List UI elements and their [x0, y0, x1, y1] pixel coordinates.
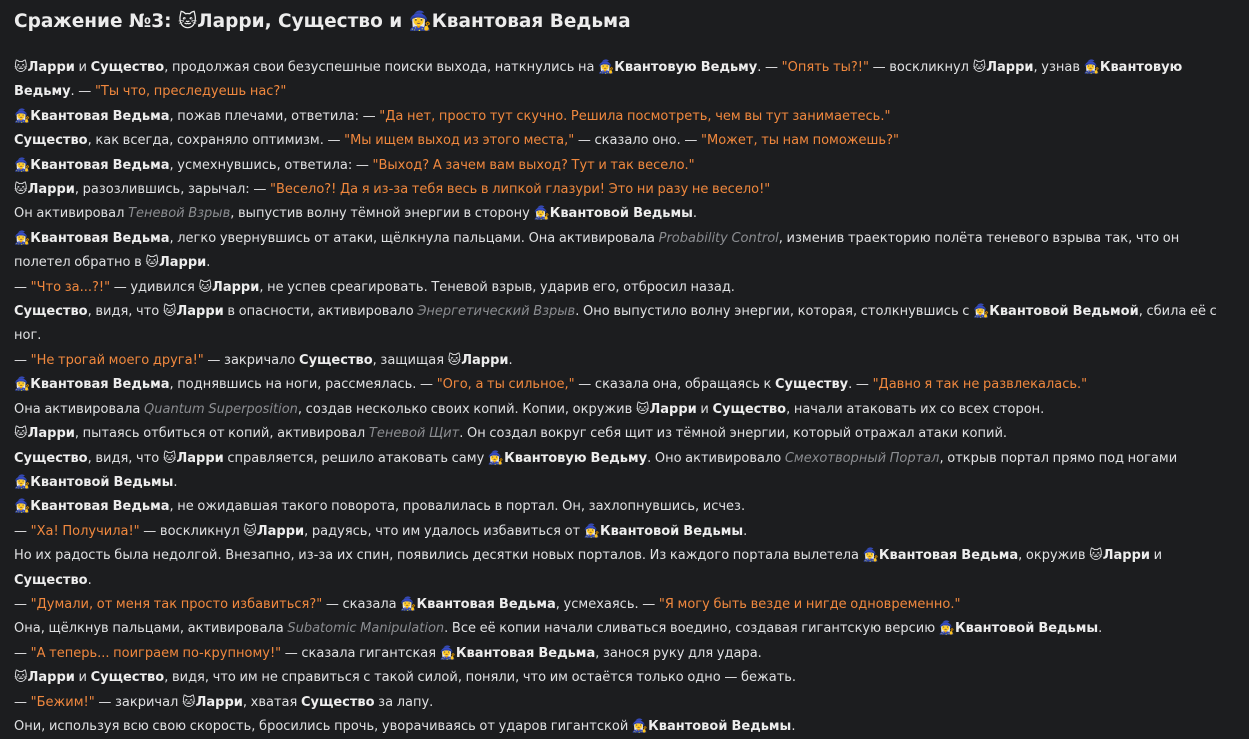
cat-icon: 🐱 [972, 60, 987, 75]
text-segment: , узнав [1033, 60, 1084, 75]
character-name: Ларри [461, 352, 509, 368]
text-segment: , поднявшись на ноги, рассмеялась. — [169, 377, 437, 393]
cat-icon: 🐱 [243, 523, 257, 539]
story-paragraph [14, 544, 1235, 593]
character-name: Квантовая Ведьма [30, 230, 170, 246]
text-segment: за лапу. [374, 694, 434, 710]
cat-icon: 🐱 [14, 426, 28, 442]
witch-icon: 🧙‍♀️ [973, 304, 990, 320]
story-body [14, 56, 1235, 739]
text-segment: . [692, 206, 698, 222]
text-segment: , радуясь, что им удалось избавиться от [304, 523, 584, 539]
story-paragraph [14, 642, 1235, 666]
character-name: Существо [299, 352, 373, 368]
character-name: Ларри [986, 60, 1034, 75]
text-segment: — [14, 523, 31, 539]
story-paragraph [14, 178, 1235, 202]
cat-icon: 🐱 [1089, 548, 1103, 564]
character-name: Ларри [27, 670, 75, 686]
cat-icon: 🐱 [447, 352, 462, 368]
dialogue-quote: "Ого, а ты сильное," [436, 377, 575, 393]
character-name: Квантовая Ведьма [878, 548, 1019, 564]
text-segment: — [14, 694, 31, 710]
text-segment: — сказало оно. — [574, 133, 702, 149]
witch-icon: 🧙‍♀️ [631, 718, 649, 734]
character-name: Квантовой Ведьмы [549, 206, 693, 222]
witch-icon: 🧙‍♀️ [14, 230, 31, 246]
text-segment: , пытаясь отбиться от копий, активировал [74, 426, 369, 442]
witch-icon: 🧙‍♀️ [1083, 60, 1100, 75]
story-paragraph [14, 617, 1235, 641]
character-name: Существо [14, 133, 88, 149]
dialogue-quote: "Выход? А зачем вам выход? Тут и так весело." [372, 157, 695, 173]
character-name: Ларри [176, 304, 224, 320]
witch-icon: 🧙‍♀️ [400, 596, 417, 612]
dialogue-quote: "Ты что, преследуешь нас?" [94, 84, 287, 100]
text-segment: , не успев среагировать. Теневой взрыв, ударив его, отбросил назад. [259, 279, 735, 295]
character-name: Ларри [1102, 548, 1150, 564]
story-paragraph [14, 593, 1235, 617]
ability-name: Probability Control [658, 230, 779, 246]
page-title [14, 8, 1235, 36]
text-segment: , сбила её с ног. [14, 304, 1217, 344]
dialogue-quote: "Ха! Получила!" [30, 523, 140, 539]
text-segment: . — [70, 84, 95, 100]
character-name: Квантовой Ведьмой [989, 304, 1139, 320]
witch-icon: 🧙‍♀️ [533, 206, 550, 222]
text-segment: , усмехаясь. — [555, 596, 659, 612]
text-segment: Он активировал [14, 206, 129, 222]
cat-icon: 🐱 [635, 401, 650, 417]
character-name: Квантовая Ведьма [416, 596, 556, 612]
character-name: Существо [14, 304, 88, 320]
character-name: Ларри [176, 450, 224, 466]
ability-name: Quantum Superposition [144, 401, 298, 417]
cat-icon: 🐱 [162, 304, 177, 320]
story-paragraph [14, 129, 1235, 153]
text-segment: — сказала [322, 596, 401, 612]
ability-name: Смехотворный Портал [784, 450, 940, 466]
text-segment: , занося руку для удара. [595, 645, 762, 661]
character-name: Существу [775, 377, 849, 393]
character-name: Квантовую Ведьму [614, 60, 758, 75]
ability-name: Subatomic Manipulation [287, 621, 445, 637]
text-segment: Она активировала [14, 401, 145, 417]
cat-icon: 🐱 [182, 694, 196, 710]
text-segment: . [1098, 621, 1103, 637]
character-name: Ларри [212, 279, 260, 295]
text-segment: . Оно активировало [647, 450, 785, 466]
character-name: Ларри [256, 523, 305, 539]
dialogue-quote: "Да нет, просто тут скучно. Решила посмотреть, чем вы тут занимаетесь." [379, 108, 891, 124]
ability-name: Теневой Щит [368, 426, 460, 442]
text-segment: . Все её копии начали сливаться воедино, создавая гигантскую версию [444, 621, 939, 637]
cat-icon: 🐱 [14, 60, 28, 75]
text-segment: , усмехнувшись, ответила: — [169, 157, 373, 173]
character-name: Существо [90, 60, 165, 75]
text-segment: и [74, 670, 91, 686]
text-segment: Существо и [278, 11, 409, 32]
story-paragraph [14, 276, 1235, 300]
cat-icon: 🐱 [162, 450, 177, 466]
text-segment: . — [757, 60, 782, 75]
character-name: Квантовой Ведьмы [30, 474, 174, 490]
text-segment: , пожав плечами, ответила: — [169, 108, 380, 124]
text-segment: , выпустив волну тёмной энергии в сторону [230, 206, 534, 222]
character-name: Ларри [195, 694, 243, 710]
story-paragraph [14, 666, 1235, 690]
dialogue-quote: "Думали, от меня так просто избавиться?" [30, 596, 323, 612]
cat-icon: 🐱 [14, 182, 28, 198]
character-name: Квантовой Ведьмы [954, 621, 1099, 637]
text-segment: . [206, 255, 211, 271]
character-name: Ларри [27, 60, 75, 75]
text-segment: — закричал [94, 694, 182, 710]
text-segment: , продолжая свои безуспешные поиски выхода, наткнулись на [164, 60, 599, 75]
witch-icon: 🧙‍♀️ [14, 499, 31, 515]
story-paragraph [14, 398, 1235, 422]
text-segment: , легко увернувшись от атаки, щёлкнула пальцами. Она активировала [169, 230, 659, 246]
dialogue-quote: "Давно я так не развлекалась." [872, 377, 1088, 393]
text-segment: и [1149, 548, 1163, 564]
witch-icon: 🧙‍♀️ [408, 11, 432, 32]
story-paragraph [14, 495, 1235, 519]
story-paragraph [14, 422, 1235, 446]
text-segment: , изменив траекторию полёта теневого взрыва так, что он полетел обратно в [14, 230, 1180, 271]
text-segment: , не ожидавшая такого поворота, провалилась в портал. Он, захлопнувшись, исчез. [169, 499, 746, 515]
character-name: Существо [712, 401, 787, 417]
dialogue-quote: "Бежим!" [30, 694, 95, 710]
character-name: Квантовую Ведьму [14, 60, 1183, 100]
cat-icon: 🐱 [145, 255, 159, 271]
dialogue-quote: "Мы ищем выход из этого места," [344, 133, 575, 149]
dialogue-quote: "А теперь... поиграем по-крупному!" [30, 645, 282, 661]
text-segment: . [173, 474, 178, 490]
text-segment: — закричало [203, 352, 300, 368]
text-segment: , как всегда, сохраняло оптимизм. — [87, 133, 345, 149]
text-segment: — удивился [110, 279, 199, 295]
text-segment: . [87, 572, 92, 588]
text-segment: . Оно выпустило волну энергии, которая, столкнувшись с [575, 304, 974, 320]
character-name: Квантовая Ведьма [30, 377, 170, 393]
text-segment: . [743, 523, 748, 539]
text-segment: — сказала она, обращаясь к [574, 377, 776, 393]
story-paragraph [14, 520, 1235, 544]
story-paragraph [14, 691, 1235, 715]
text-segment: , окружив [1018, 548, 1090, 564]
ability-name: Теневой Взрыв [128, 206, 231, 222]
character-name: Существо [14, 450, 88, 466]
text-segment: . [791, 718, 796, 734]
character-name: Квантовая Ведьма [30, 108, 170, 124]
text-segment: , открыв портал прямо под ногами [939, 450, 1178, 466]
text-segment: , видя, что им не справиться с такой силой, поняли, что им остаётся только одно — бежать. [164, 670, 797, 686]
story-paragraph [14, 227, 1235, 276]
story-paragraph [14, 300, 1235, 349]
text-segment: , начали атаковать их со всех сторон. [786, 401, 1045, 417]
text-segment: — [14, 596, 31, 612]
witch-icon: 🧙‍♀️ [862, 548, 879, 564]
text-segment: Но их радость была недолгой. Внезапно, из-за их спин, появились десятки новых порталов. Из каждого портала вылетела [14, 548, 863, 564]
text-segment: , защищая [372, 352, 448, 368]
witch-icon: 🧙‍♀️ [14, 474, 31, 490]
cat-icon: 🐱 [198, 279, 213, 295]
character-name: Квантовой Ведьмы [648, 718, 792, 734]
text-segment: — [14, 645, 31, 661]
text-segment: и [74, 60, 91, 75]
text-segment: — сказала гигантская [281, 645, 440, 661]
text-segment: , разозлившись, зарычал: — [74, 182, 270, 198]
text-segment: справляется, решило атаковать саму [223, 450, 488, 466]
witch-icon: 🧙‍♀️ [14, 377, 31, 393]
witch-icon: 🧙‍♀️ [487, 450, 505, 466]
witch-icon: 🧙‍♀️ [439, 645, 456, 661]
character-name: Квантовой Ведьмы [599, 523, 744, 539]
cat-icon: 🐱 [14, 670, 28, 686]
text-segment: — [14, 352, 31, 368]
ability-name: Энергетический Взрыв [417, 304, 576, 320]
character-name: Ларри [27, 426, 75, 442]
story-paragraph [14, 154, 1235, 178]
text-segment: Ларри, [197, 11, 279, 32]
text-segment: Они, используя всю свою скорость, бросились прочь, уворачиваясь от ударов гигантской [14, 718, 632, 734]
text-segment: . — [848, 377, 873, 393]
story-paragraph [14, 105, 1235, 129]
story-paragraph [14, 447, 1235, 496]
story-paragraph [14, 56, 1235, 105]
character-name: Квантовая Ведьма [455, 645, 596, 661]
text-segment: , видя, что [87, 304, 163, 320]
character-name: Существо [300, 694, 375, 710]
witch-icon: 🧙‍♀️ [598, 60, 615, 75]
character-name: Квантовую Ведьму [504, 450, 648, 466]
witch-icon: 🧙‍♀️ [938, 621, 955, 637]
story-paragraph [14, 202, 1235, 226]
character-name: Существо [14, 572, 88, 588]
text-segment: и [696, 401, 713, 417]
text-segment: Сражение №3: [14, 11, 178, 32]
text-segment: — воскликнул [139, 523, 244, 539]
character-name: Ларри [158, 255, 207, 271]
dialogue-quote: "Опять ты?!" [781, 60, 869, 75]
text-segment: Квантовая Ведьма [431, 11, 631, 32]
character-name: Ларри [27, 182, 75, 198]
text-segment: . [508, 352, 513, 368]
character-name: Существо [90, 670, 165, 686]
character-name: Квантовая Ведьма [30, 499, 170, 515]
dialogue-quote: "Я могу быть везде и нигде одновременно." [658, 596, 961, 612]
character-name: Ларри [649, 401, 697, 417]
character-name: Квантовая Ведьма [30, 157, 170, 173]
text-segment: — воскликнул [869, 60, 973, 75]
dialogue-quote: "Не трогай моего друга!" [30, 352, 204, 368]
text-segment: в опасности, активировало [223, 304, 418, 320]
text-segment: Она, щёлкнув пальцами, активировала [14, 621, 288, 637]
text-segment: , видя, что [87, 450, 163, 466]
text-segment: — [14, 279, 31, 295]
text-segment: , создав несколько своих копий. Копии, окружив [297, 401, 636, 417]
dialogue-quote: "Может, ты нам поможешь?" [701, 133, 899, 149]
story-paragraph [14, 715, 1235, 739]
cat-icon: 🐱 [177, 11, 198, 32]
text-segment: . Он создал вокруг себя щит из тёмной энергии, который отражал атаки копий. [459, 426, 1008, 442]
witch-icon: 🧙‍♀️ [583, 523, 600, 539]
text-segment: , хватая [242, 694, 301, 710]
story-paragraph [14, 373, 1235, 397]
witch-icon: 🧙‍♀️ [14, 108, 31, 124]
dialogue-quote: "Весело?! Да я из-за тебя весь в липкой глазури! Это ни разу не весело!" [269, 182, 771, 198]
story-paragraph [14, 349, 1235, 373]
witch-icon: 🧙‍♀️ [14, 157, 31, 173]
dialogue-quote: "Что за...?!" [30, 279, 111, 295]
